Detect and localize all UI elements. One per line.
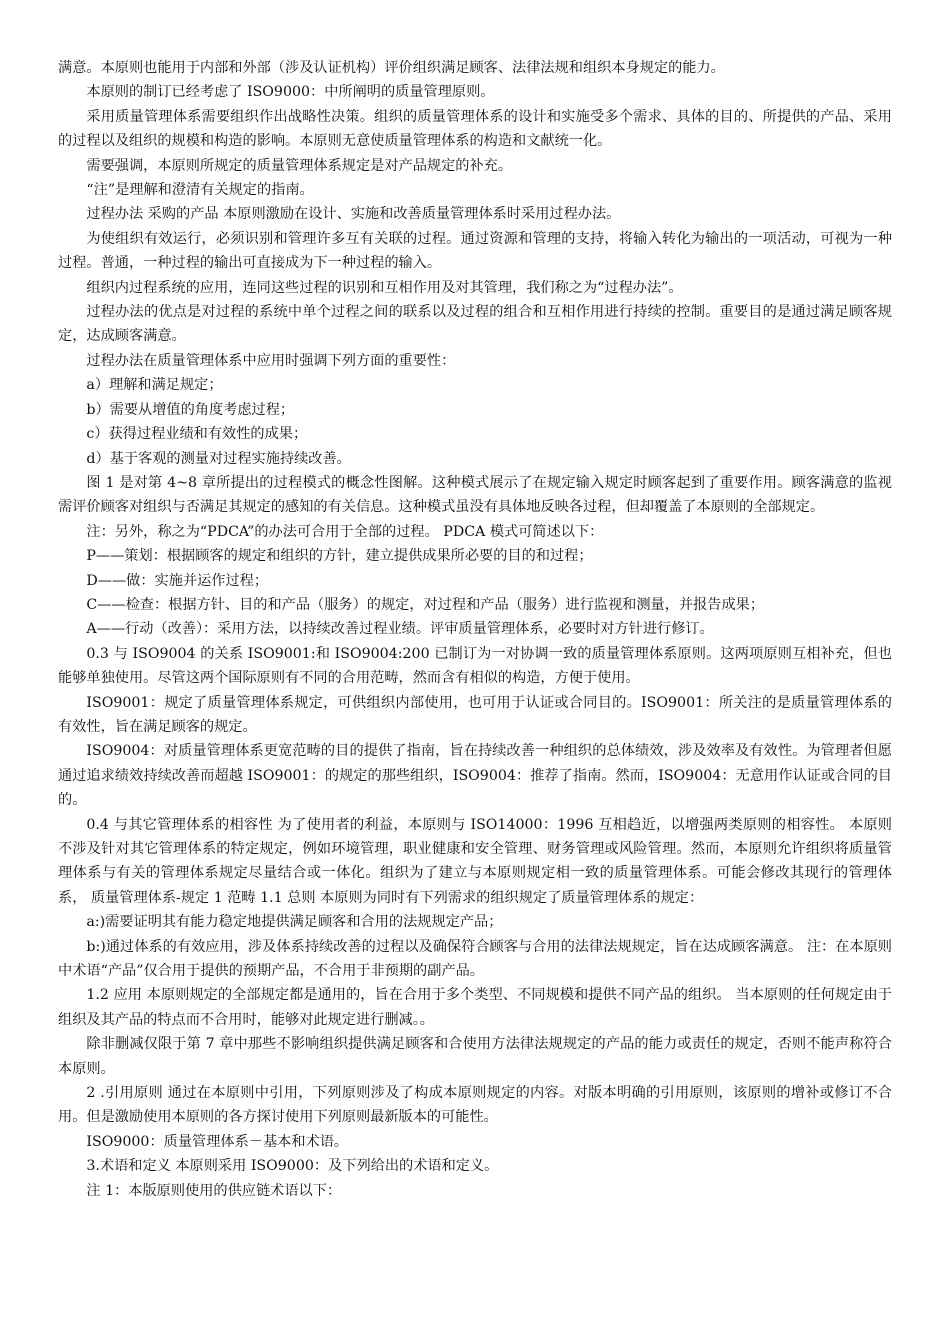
list-item: C——检查：根据方针、目的和产品（服务）的规定，对过程和产品（服务）进行监视和测量，并报告成果； xyxy=(86,596,765,613)
paragraph: 除非删减仅限于第 7 章中那些不影响组织提供满足顾客和合使用方法律法规规定的产品的能力或责任的规定，否则不能声称符合本原则。 xyxy=(58,1036,892,1077)
paragraph: 需要强调，本原则所规定的质量管理体系规定是对产品规定的补充。 xyxy=(86,157,513,174)
paragraph: ISO9001：规定了质量管理体系规定，可供组织内部使用，也可用于认证或合同目的。ISO9001：所关注的是质量管理体系的有效性，旨在满足顾客的规定。 xyxy=(58,694,892,735)
paragraph: 采用质量管理体系需要组织作出战略性决策。组织的质量管理体系的设计和实施受多个需求、具体的目的、所提供的产品、采用的过程以及组织的规模和构造的影响。本原则无意使质量管理体系的构造和文献统一化。 xyxy=(58,108,892,150)
paragraph: 2 .引用原则 通过在本原则中引用，下列原则涉及了构成本原则规定的内容。对版本明确的引用原则，该原则的增补或修订不合用。但是激励使用本原则的各方探讨使用下列原则最新版本的可能性。 xyxy=(58,1085,892,1126)
list-item: b:)通过体系的有效应用，涉及体系持续改善的过程以及确保符合顾客与合用的法律法规规定，旨在达成顾客满意。 注：在本原则中术语“产品”仅合用于提供的预期产品，不合用于非预期的副产品。 xyxy=(58,938,892,980)
paragraph: 过程办法在质量管理体系中应用时强调下列方面的重要性： xyxy=(86,352,456,369)
paragraph: 图 1 是对第 4~8 章所提出的过程模式的概念性图解。这种模式展示了在规定输入规定时顾客起到了重要作用。顾客满意的监视需评价顾客对组织与否满足其规定的感知的有关信息。这种模式虽没有具体地反映各过程，但却覆盖了本原则的全部规定。 xyxy=(58,474,892,516)
paragraph: 注 1：本版原则使用的供应链术语以下： xyxy=(86,1182,342,1199)
document-page xyxy=(58,56,892,1203)
paragraph: 0.4 与其它管理体系的相容性 为了使用者的利益，本原则与 ISO14000：1996 互相趋近，以增强两类原则的相容性。 本原则不涉及针对其它管理体系的特定规定，例如环境管理，职业健康和安全管理、财务管理或风险管理。然而，本原则允许组织将质量管理体系与有关的管理体系规定尽量结合或一体化。组织为了建立与本原则规定相一致的质量管理体系。可能会修改其现行的管理体系， 质量管理体系-规定 1 范畴 1.1 总则 本原则为同时有下列需求的组织规定了质量管理体系的规定： xyxy=(58,816,892,906)
paragraph: 本原则的制订已经考虑了 ISO9000：中所阐明的质量管理原则。 xyxy=(86,84,495,101)
paragraph: 满意。本原则也能用于内部和外部（涉及认证机构）评价组织满足顾客、法律法规和组织本身规定的能力。 xyxy=(58,60,725,76)
paragraph: 过程办法的优点是对过程的系统中单个过程之间的联系以及过程的组合和互相作用进行持续的控制。重要目的是通过满足顾客规定，达成顾客满意。 xyxy=(58,304,892,345)
paragraph: ISO9000：质量管理体系－基本和术语。 xyxy=(86,1133,349,1150)
paragraph: ISO9004：对质量管理体系更宽范畴的目的提供了指南，旨在持续改善一种组织的总体绩效，涉及效率及有效性。为管理者但愿通过追求绩效持续改善而超越 ISO9001：的规定的那些组织，ISO9004：推荐了指南。然而，ISO9004：无意用作认证或合同的目的。 xyxy=(58,743,892,809)
paragraph: 过程办法 采购的产品 本原则激励在设计、实施和改善质量管理体系时采用过程办法。 xyxy=(86,206,621,223)
list-item: a）理解和满足规定； xyxy=(86,377,223,394)
paragraph: 3.术语和定义 本原则采用 ISO9000：及下列给出的术语和定义。 xyxy=(86,1158,499,1175)
paragraph: 为使组织有效运行，必须识别和管理许多互有关联的过程。通过资源和管理的支持，将输入转化为输出的一项活动，可视为一种过程。普通，一种过程的输出可直接成为下一种过程的输入。 xyxy=(58,230,892,272)
list-item: d）基于客观的测量对过程实施持续改善。 xyxy=(86,450,351,467)
paragraph: 0.3 与 ISO9004 的关系 ISO9001:和 ISO9004:200 已制订为一对协调一致的质量管理体系原则。这两项原则互相补充，但也能够单独使用。尽管这两个国际原则有不同的合用范畴，然而含有相似的构造，方便于使用。 xyxy=(58,645,892,687)
paragraph: 注：另外，称之为“PDCA”的办法可合用于全部的过程。 PDCA 模式可简述以下： xyxy=(86,523,604,540)
list-item: a:)需要证明其有能力稳定地提供满足顾客和合用的法规规定产品； xyxy=(86,914,503,931)
paragraph: “注”是理解和澄清有关规定的指南。 xyxy=(86,182,314,199)
paragraph: 1.2 应用 本原则规定的全部规定都是通用的，旨在合用于多个类型、不同规模和提供不同产品的组织。 当本原则的任何规定由于组织及其产品的特点而不合用时，能够对此规定进行删减。。 xyxy=(58,987,892,1028)
paragraph: 组织内过程系统的应用，连同这些过程的识别和互相作用及对其管理，我们称之为“过程办法”。 xyxy=(86,279,683,296)
list-item: b）需要从增值的角度考虑过程； xyxy=(86,401,295,418)
list-item: P——策划：根据顾客的规定和组织的方针，建立提供成果所必要的目的和过程； xyxy=(86,548,593,565)
list-item: A——行动（改善）：采用方法，以持续改善过程业绩。评审质量管理体系，必要时对方针进行修订。 xyxy=(86,621,714,638)
list-item: c）获得过程业绩和有效性的成果； xyxy=(86,426,308,443)
list-item: D——做：实施并运作过程； xyxy=(86,572,269,589)
